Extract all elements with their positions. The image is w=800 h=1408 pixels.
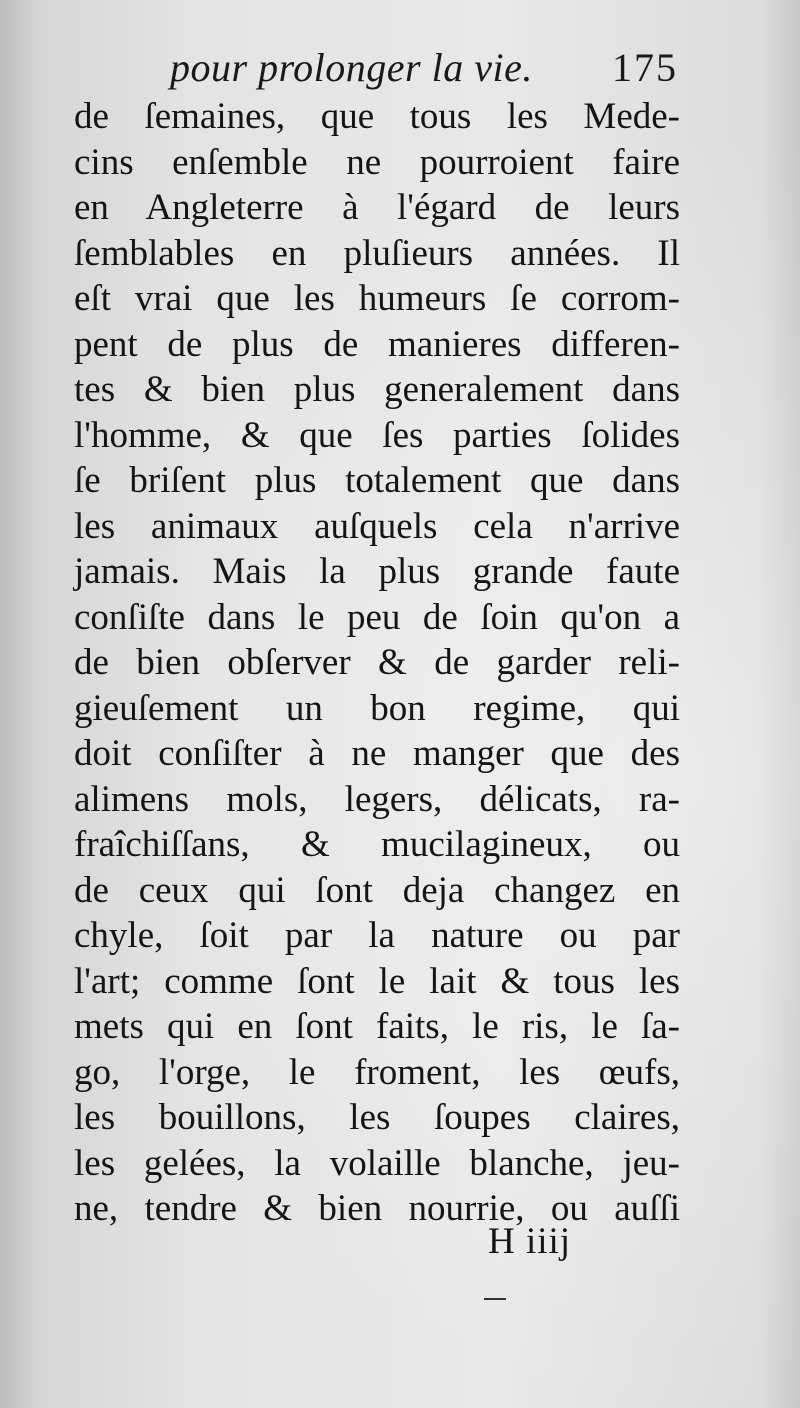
text-line: l'art; comme ſont le lait & tous les — [74, 960, 680, 1002]
text-line: les bouillons, les ſoupes claires, — [74, 1097, 680, 1138]
text-line: alimens mols, legers, délicats, ra- — [74, 778, 680, 820]
text-line: fraîchiſſans, & mucilagineux, ou — [74, 824, 680, 865]
signature-mark: H iiij — [488, 1221, 572, 1262]
text-line: eſt vrai que les humeurs ſe corrom- — [74, 278, 680, 319]
text-line: gieuſement un bon regime, qui — [74, 687, 680, 729]
text-line: l'homme, & que ſes parties ſolides — [74, 414, 680, 456]
text-line: conſiſte dans le peu de ſoin qu'on a — [74, 596, 680, 638]
page-number: 175 — [612, 45, 678, 90]
text-line: ſemblables en pluſieurs années. Il — [74, 232, 680, 274]
text-line: de bien obſerver & de garder reli- — [74, 642, 680, 683]
text-line: les animaux auſquels cela n'arrive — [74, 505, 680, 547]
running-title: pour prolonger la vie. — [170, 45, 533, 90]
text-line: tes & bien plus generalement dans — [74, 369, 680, 410]
text-line: jamais. Mais la plus grande faute — [74, 551, 680, 592]
text-line: doit conſiſter à ne manger que des — [74, 733, 680, 774]
text-line: ſe briſent plus totalement que dans — [74, 460, 680, 501]
text-line: les gelées, la volaille blanche, jeu- — [74, 1142, 680, 1184]
running-head — [170, 44, 680, 100]
text-line: pent de plus de manieres differen- — [74, 323, 680, 365]
text-line: go, l'orge, le froment, les œufs, — [74, 1051, 680, 1093]
text-line: cins enſemble ne pourroient faire — [74, 141, 680, 183]
text-line: de ſemaines, que tous les Mede- — [74, 96, 680, 137]
text-line: en Angleterre à l'égard de leurs — [74, 187, 680, 228]
text-line: mets qui en ſont faits, le ris, le ſa- — [74, 1006, 680, 1047]
text-line: chyle, ſoit par la nature ou par — [74, 915, 680, 956]
text-line: ne, tendre & bien nourrie, ou auſſi — [74, 1188, 680, 1229]
body-text — [74, 94, 680, 1232]
text-line: de ceux qui ſont deja changez en — [74, 869, 680, 911]
footer-dash — [484, 1298, 506, 1300]
